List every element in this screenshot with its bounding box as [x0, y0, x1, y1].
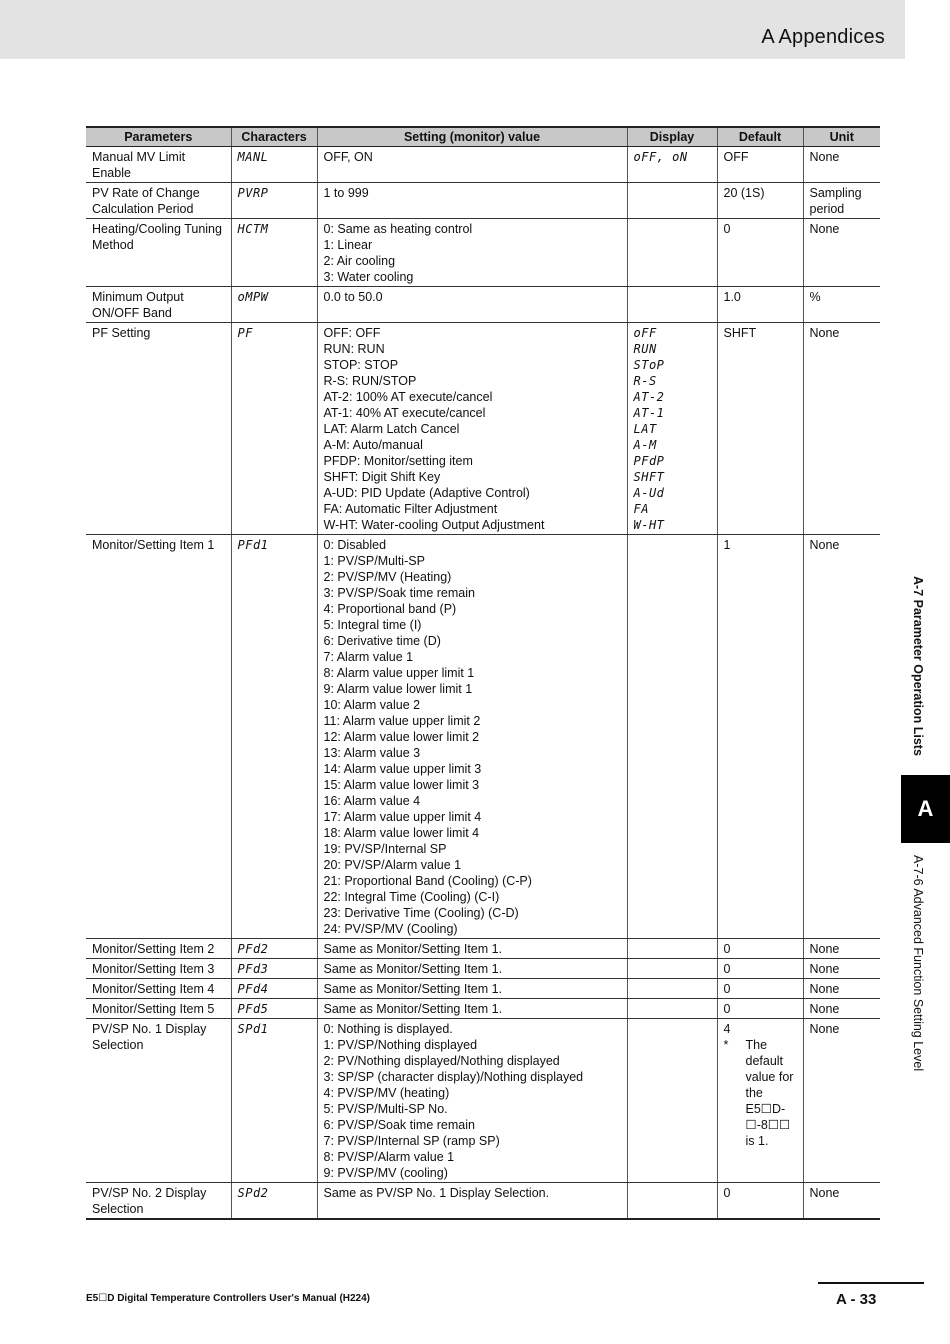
setting-line: Same as Monitor/Setting Item 1.	[323, 1002, 503, 1016]
display-line: AT-2	[633, 390, 665, 404]
table-row	[86, 147, 880, 183]
footer-manual-title: E5☐D Digital Temperature Controllers User's Manual (H224)	[86, 1293, 371, 1304]
setting-line: 8: Alarm value upper limit 1	[323, 666, 475, 680]
display-line: A-M	[633, 438, 657, 452]
display-cell	[627, 183, 717, 219]
page-header-title: A Appendices	[761, 26, 885, 48]
parameter-cell: PV Rate of Change Calculation Period	[86, 183, 231, 219]
setting-line: 20: PV/SP/Alarm value 1	[323, 858, 462, 872]
default-cell	[717, 535, 803, 939]
setting-line: 6: Derivative time (D)	[323, 634, 441, 648]
setting-line: Same as Monitor/Setting Item 1.	[323, 962, 503, 976]
default-footnote	[724, 1037, 798, 1149]
setting-cell	[317, 323, 627, 535]
unit-cell: None	[803, 147, 880, 183]
setting-line: 3: SP/SP (character display)/Nothing displayed	[323, 1070, 584, 1084]
default-cell	[717, 1183, 803, 1220]
setting-line: OFF, ON	[323, 150, 373, 164]
setting-line: 1: Linear	[323, 238, 373, 252]
setting-cell	[317, 183, 627, 219]
unit-cell: None	[803, 999, 880, 1019]
display-line: oFF	[633, 326, 657, 340]
table-row	[86, 939, 880, 959]
table-row	[86, 287, 880, 323]
table-row	[86, 535, 880, 939]
setting-cell	[317, 939, 627, 959]
parameter-cell: Heating/Cooling Tuning Method	[86, 219, 231, 287]
unit-cell: None	[803, 979, 880, 999]
table-row	[86, 1183, 880, 1220]
setting-line: FA: Automatic Filter Adjustment	[323, 502, 498, 516]
setting-line: 17: Alarm value upper limit 4	[323, 810, 482, 824]
setting-line: 0: Same as heating control	[323, 222, 473, 236]
default-value: 0	[723, 942, 731, 956]
setting-line: 0.0 to 50.0	[323, 290, 383, 304]
setting-line: 15: Alarm value lower limit 3	[323, 778, 480, 792]
default-value: 0	[723, 1186, 731, 1200]
characters-cell: HCTM	[231, 219, 317, 287]
unit-cell: None	[803, 939, 880, 959]
setting-cell	[317, 1019, 627, 1183]
setting-line: Same as Monitor/Setting Item 1.	[323, 942, 503, 956]
setting-line: 8: PV/SP/Alarm value 1	[323, 1150, 455, 1164]
setting-line: 11: Alarm value upper limit 2	[323, 714, 481, 728]
setting-line: AT-1: 40% AT execute/cancel	[323, 406, 486, 420]
footer-rule	[818, 1282, 924, 1284]
setting-cell	[317, 1183, 627, 1220]
display-cell	[627, 999, 717, 1019]
display-line: oFF, oN	[633, 150, 688, 164]
unit-cell: Sampling period	[803, 183, 880, 219]
setting-line: 4: Proportional band (P)	[323, 602, 457, 616]
setting-cell	[317, 999, 627, 1019]
display-cell	[627, 1019, 717, 1183]
setting-line: 16: Alarm value 4	[323, 794, 421, 808]
column-header-characters: Characters	[231, 127, 317, 147]
unit-cell: None	[803, 535, 880, 939]
characters-cell: oMPW	[231, 287, 317, 323]
characters-cell: PFd5	[231, 999, 317, 1019]
setting-line: A-UD: PID Update (Adaptive Control)	[323, 486, 530, 500]
footnote-mark: *	[723, 1038, 729, 1052]
side-chapter-tab: A	[901, 775, 950, 843]
setting-line: 23: Derivative Time (Cooling) (C-D)	[323, 906, 519, 920]
parameter-cell: Manual MV Limit Enable	[86, 147, 231, 183]
default-cell	[717, 323, 803, 535]
characters-cell: PFd3	[231, 959, 317, 979]
setting-line: 1: PV/SP/Nothing displayed	[323, 1038, 478, 1052]
table-row	[86, 323, 880, 535]
parameter-cell: Monitor/Setting Item 4	[86, 979, 231, 999]
column-header-unit: Unit	[803, 127, 880, 147]
setting-line: A-M: Auto/manual	[323, 438, 423, 452]
display-line: PFdP	[633, 454, 665, 468]
column-header-parameters: Parameters	[86, 127, 231, 147]
table-header-row	[86, 127, 880, 147]
setting-cell	[317, 959, 627, 979]
setting-line: 22: Integral Time (Cooling) (C-I)	[323, 890, 500, 904]
default-cell	[717, 939, 803, 959]
characters-cell: PFd4	[231, 979, 317, 999]
side-subsection-label: A-7-6 Advanced Function Setting Level	[911, 855, 925, 1072]
characters-cell: PFd1	[231, 535, 317, 939]
setting-line: 5: PV/SP/Multi-SP No.	[323, 1102, 448, 1116]
parameter-cell: Minimum Output ON/OFF Band	[86, 287, 231, 323]
parameter-cell: Monitor/Setting Item 5	[86, 999, 231, 1019]
setting-line: 3: Water cooling	[323, 270, 414, 284]
default-value: 0	[723, 962, 731, 976]
characters-cell: PF	[231, 323, 317, 535]
default-value: 1	[723, 538, 731, 552]
setting-line: 24: PV/SP/MV (Cooling)	[323, 922, 458, 936]
characters-cell: PVRP	[231, 183, 317, 219]
setting-line: R-S: RUN/STOP	[323, 374, 417, 388]
default-cell	[717, 219, 803, 287]
setting-line: 2: PV/Nothing displayed/Nothing displayed	[323, 1054, 560, 1068]
display-line: FA	[633, 502, 649, 516]
default-cell	[717, 183, 803, 219]
unit-cell: None	[803, 1019, 880, 1183]
unit-cell: None	[803, 1183, 880, 1220]
setting-line: Same as PV/SP No. 1 Display Selection.	[323, 1186, 550, 1200]
setting-cell	[317, 219, 627, 287]
display-cell	[627, 979, 717, 999]
setting-line: W-HT: Water-cooling Output Adjustment	[323, 518, 545, 532]
characters-cell: MANL	[231, 147, 317, 183]
setting-line: 0: Nothing is displayed.	[323, 1022, 453, 1036]
setting-line: OFF: OFF	[323, 326, 381, 340]
display-line: A-Ud	[633, 486, 665, 500]
setting-line: 0: Disabled	[323, 538, 387, 552]
setting-line: 2: Air cooling	[323, 254, 396, 268]
setting-line: 14: Alarm value upper limit 3	[323, 762, 482, 776]
parameter-cell: Monitor/Setting Item 1	[86, 535, 231, 939]
display-line: W-HT	[633, 518, 665, 532]
footer-page-number: A - 33	[836, 1291, 877, 1308]
unit-cell: None	[803, 323, 880, 535]
parameters-table	[86, 126, 880, 1220]
display-cell	[627, 147, 717, 183]
display-line: RUN	[633, 342, 657, 356]
setting-line: 9: Alarm value lower limit 1	[323, 682, 473, 696]
display-line: R-S	[633, 374, 657, 388]
setting-line: LAT: Alarm Latch Cancel	[323, 422, 460, 436]
table-row	[86, 999, 880, 1019]
setting-line: 19: PV/SP/Internal SP	[323, 842, 447, 856]
footnote-text: The default value for the E5☐D-☐-8☐☐ is 1.	[745, 1038, 794, 1148]
setting-line: 18: Alarm value lower limit 4	[323, 826, 480, 840]
setting-line: 7: PV/SP/Internal SP (ramp SP)	[323, 1134, 500, 1148]
display-line: SToP	[633, 358, 665, 372]
default-value: 20 (1S)	[723, 186, 765, 200]
display-cell	[627, 535, 717, 939]
setting-line: 7: Alarm value 1	[323, 650, 414, 664]
setting-line: 4: PV/SP/MV (heating)	[323, 1086, 450, 1100]
setting-line: SHFT: Digit Shift Key	[323, 470, 441, 484]
display-cell	[627, 939, 717, 959]
display-cell	[627, 959, 717, 979]
setting-line: 2: PV/SP/MV (Heating)	[323, 570, 452, 584]
column-header-default: Default	[717, 127, 803, 147]
setting-line: AT-2: 100% AT execute/cancel	[323, 390, 493, 404]
setting-line: Same as Monitor/Setting Item 1.	[323, 982, 503, 996]
display-line: AT-1	[633, 406, 665, 420]
setting-line: 12: Alarm value lower limit 2	[323, 730, 480, 744]
column-header-display: Display	[627, 127, 717, 147]
setting-line: RUN: RUN	[323, 342, 385, 356]
setting-line: 13: Alarm value 3	[323, 746, 421, 760]
setting-line: 6: PV/SP/Soak time remain	[323, 1118, 475, 1132]
setting-cell	[317, 147, 627, 183]
setting-line: 3: PV/SP/Soak time remain	[323, 586, 475, 600]
setting-line: 9: PV/SP/MV (cooling)	[323, 1166, 448, 1180]
display-cell	[627, 219, 717, 287]
parameter-cell: Monitor/Setting Item 3	[86, 959, 231, 979]
parameter-cell: PV/SP No. 2 Display Selection	[86, 1183, 231, 1220]
setting-cell	[317, 535, 627, 939]
default-value: OFF	[723, 150, 749, 164]
setting-line: 1: PV/SP/Multi-SP	[323, 554, 425, 568]
display-line: LAT	[633, 422, 657, 436]
default-cell	[717, 999, 803, 1019]
setting-line: PFDP: Monitor/setting item	[323, 454, 473, 468]
display-cell	[627, 323, 717, 535]
default-cell	[717, 287, 803, 323]
side-section-label: A-7 Parameter Operation Lists	[911, 576, 925, 756]
default-value: 0	[723, 222, 731, 236]
default-cell	[717, 147, 803, 183]
setting-line: 1 to 999	[323, 186, 369, 200]
parameter-cell: Monitor/Setting Item 2	[86, 939, 231, 959]
unit-cell: None	[803, 959, 880, 979]
default-value: 4	[723, 1022, 731, 1036]
characters-cell: PFd2	[231, 939, 317, 959]
unit-cell: %	[803, 287, 880, 323]
table-row	[86, 979, 880, 999]
default-cell	[717, 1019, 803, 1183]
display-cell	[627, 1183, 717, 1220]
display-cell	[627, 287, 717, 323]
default-value: 0	[723, 982, 731, 996]
unit-cell: None	[803, 219, 880, 287]
table-row	[86, 959, 880, 979]
setting-cell	[317, 979, 627, 999]
table-row	[86, 1019, 880, 1183]
setting-line: 10: Alarm value 2	[323, 698, 421, 712]
characters-cell: SPd1	[231, 1019, 317, 1183]
page-header	[0, 0, 905, 59]
table-row	[86, 219, 880, 287]
default-cell	[717, 959, 803, 979]
setting-line: STOP: STOP	[323, 358, 399, 372]
setting-cell	[317, 287, 627, 323]
default-value: 0	[723, 1002, 731, 1016]
setting-line: 21: Proportional Band (Cooling) (C-P)	[323, 874, 532, 888]
column-header-setting: Setting (monitor) value	[317, 127, 627, 147]
table-row	[86, 183, 880, 219]
default-cell	[717, 979, 803, 999]
characters-cell: SPd2	[231, 1183, 317, 1220]
display-line: SHFT	[633, 470, 665, 484]
default-value: 1.0	[723, 290, 741, 304]
setting-line: 5: Integral time (I)	[323, 618, 422, 632]
parameter-cell: PF Setting	[86, 323, 231, 535]
parameter-cell: PV/SP No. 1 Display Selection	[86, 1019, 231, 1183]
default-value: SHFT	[723, 326, 757, 340]
